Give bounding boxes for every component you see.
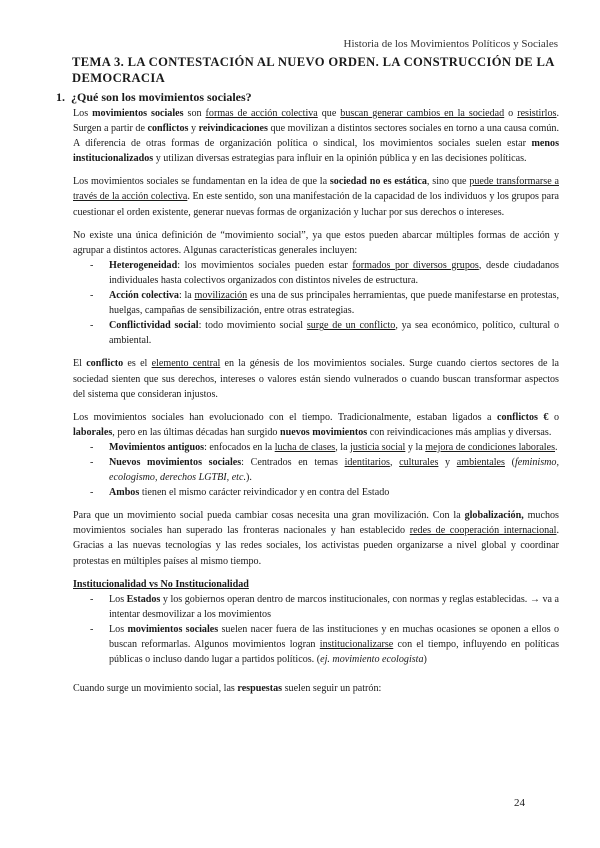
institutionality-list <box>73 592 559 667</box>
chapter-title: TEMA 3. LA CONTESTACIÓN AL NUEVO ORDEN. LA CONSTRUCCIÓN DE LA DEMOCRACIA <box>72 55 555 85</box>
list-item: - Los movimientos sociales suelen nacer fuera de las instituciones y en muchas ocasiones se oponen a ellos o buscan reformarlas. Algunos movimientos logran institucionalizarse con el tiempo, influyendo en políticas públicas o incluso dando lugar a partidos políticos. (ej. movimiento ecologista) <box>90 623 560 666</box>
paragraph-conflict: El conflicto es el elemento central en la génesis de los movimientos sociales. Surge cuando ciertos sectores de la sociedad sienten que sus derechos, intereses o valores están siendo vulnerados o cuando buscan transformar aspectos del sistema que consideran injustos. <box>73 358 559 400</box>
paragraph-evolution: Los movimientos sociales han evolucionado con el tiempo. Tradicionalmente, estaban ligados a conflictos € o laborales, pero en las últimas décadas han surgido nuevos movimientos con reivindicaciones más amplias y diversas. <box>73 411 560 438</box>
paragraph-globalization: Para que un movimiento social pueda cambiar cosas necesita una gran movilización. Con la globalización, muchos movimientos sociales han superado las fronteras nacionales y han establecido redes de cooperación internacional. Gracias a las nuevas tecnologías y las redes sociales, los activistas pueden organizarse a nivel global y coordinar protestas en múltiples países al mismo tiempo. <box>73 510 559 567</box>
list-item: - Los Estados y los gobiernos operan dentro de marcos institucionales, con normas y reglas establecidas. → va a intentar desmovilizar a los movimientos <box>90 593 559 620</box>
movement-types-list <box>73 440 559 500</box>
paragraph-intro-characteristics: No existe una única definición de “movimiento social”, ya que estos pueden abarcar múltiples formas de acción y agrupar a distintos actores. Algunas características generales incluyen: <box>73 229 559 256</box>
list-item: - Conflictividad social: todo movimiento social surge de un conflicto, ya sea económico, político, cultural o ambiental. <box>90 320 560 347</box>
paragraph-definition: Los movimientos sociales son formas de acción colectiva que buscan generar cambios en la sociedad o resistirlos. Surgen a partir de conflictos y reivindicaciones que movilizan a distintos sectores sociales en torno a una causa común. A diferencia de otras formas de organización política o sindical, los movimientos sociales suelen estar menos institucionalizados y utilizan diversas estrategias para influir en la opinión pública y en las decisiones políticas. <box>73 108 559 165</box>
body-text <box>73 106 559 704</box>
section-heading <box>56 90 252 105</box>
characteristics-list <box>73 258 559 349</box>
paragraph-responses: Cuando surge un movimiento social, las respuestas suelen seguir un patrón: <box>73 683 382 695</box>
list-item: - Movimientos antiguos: enfocados en la lucha de clases, la justicia social y la mejora de condiciones laborales. <box>90 441 558 453</box>
section-title: ¿Qué son los movimientos sociales? <box>71 90 252 104</box>
list-item: - Ambos tienen el mismo carácter reivindicador y en contra del Estado <box>90 487 390 499</box>
paragraph-foundation: Los movimientos sociales se fundamentan en la idea de que la sociedad no es estática, sino que puede transformarse a través de la acción colectiva. En este sentido, son una manifestación de la capacidad de los individuos y los grupos para cuestionar el orden existente, generar nuevas formas de organización y luchar por sus derechos o intereses. <box>73 176 559 218</box>
list-item: - Acción colectiva: la movilización es una de sus principales herramientas, que puede manifestarse en protestas, huelgas, campañas de sensibilización, entre otras estrategias. <box>90 290 559 317</box>
page-number: 24 <box>514 797 525 809</box>
subheading-institutionality: Institucionalidad vs No Institucionalidad <box>73 578 249 590</box>
list-item: - Nuevos movimientos sociales: Centrados en temas identitarios, culturales y ambientales (feminismo, ecologismo, derechos LGTBI, etc.). <box>90 456 560 484</box>
section-number: 1. <box>56 90 65 104</box>
running-header: Historia de los Movimientos Políticos y Sociales <box>343 38 558 50</box>
list-item: - Heterogeneidad: los movimientos sociales pueden estar formados por diversos grupos, desde ciudadanos individuales hasta colectivos organizados con distintos niveles de estructura. <box>90 259 559 286</box>
